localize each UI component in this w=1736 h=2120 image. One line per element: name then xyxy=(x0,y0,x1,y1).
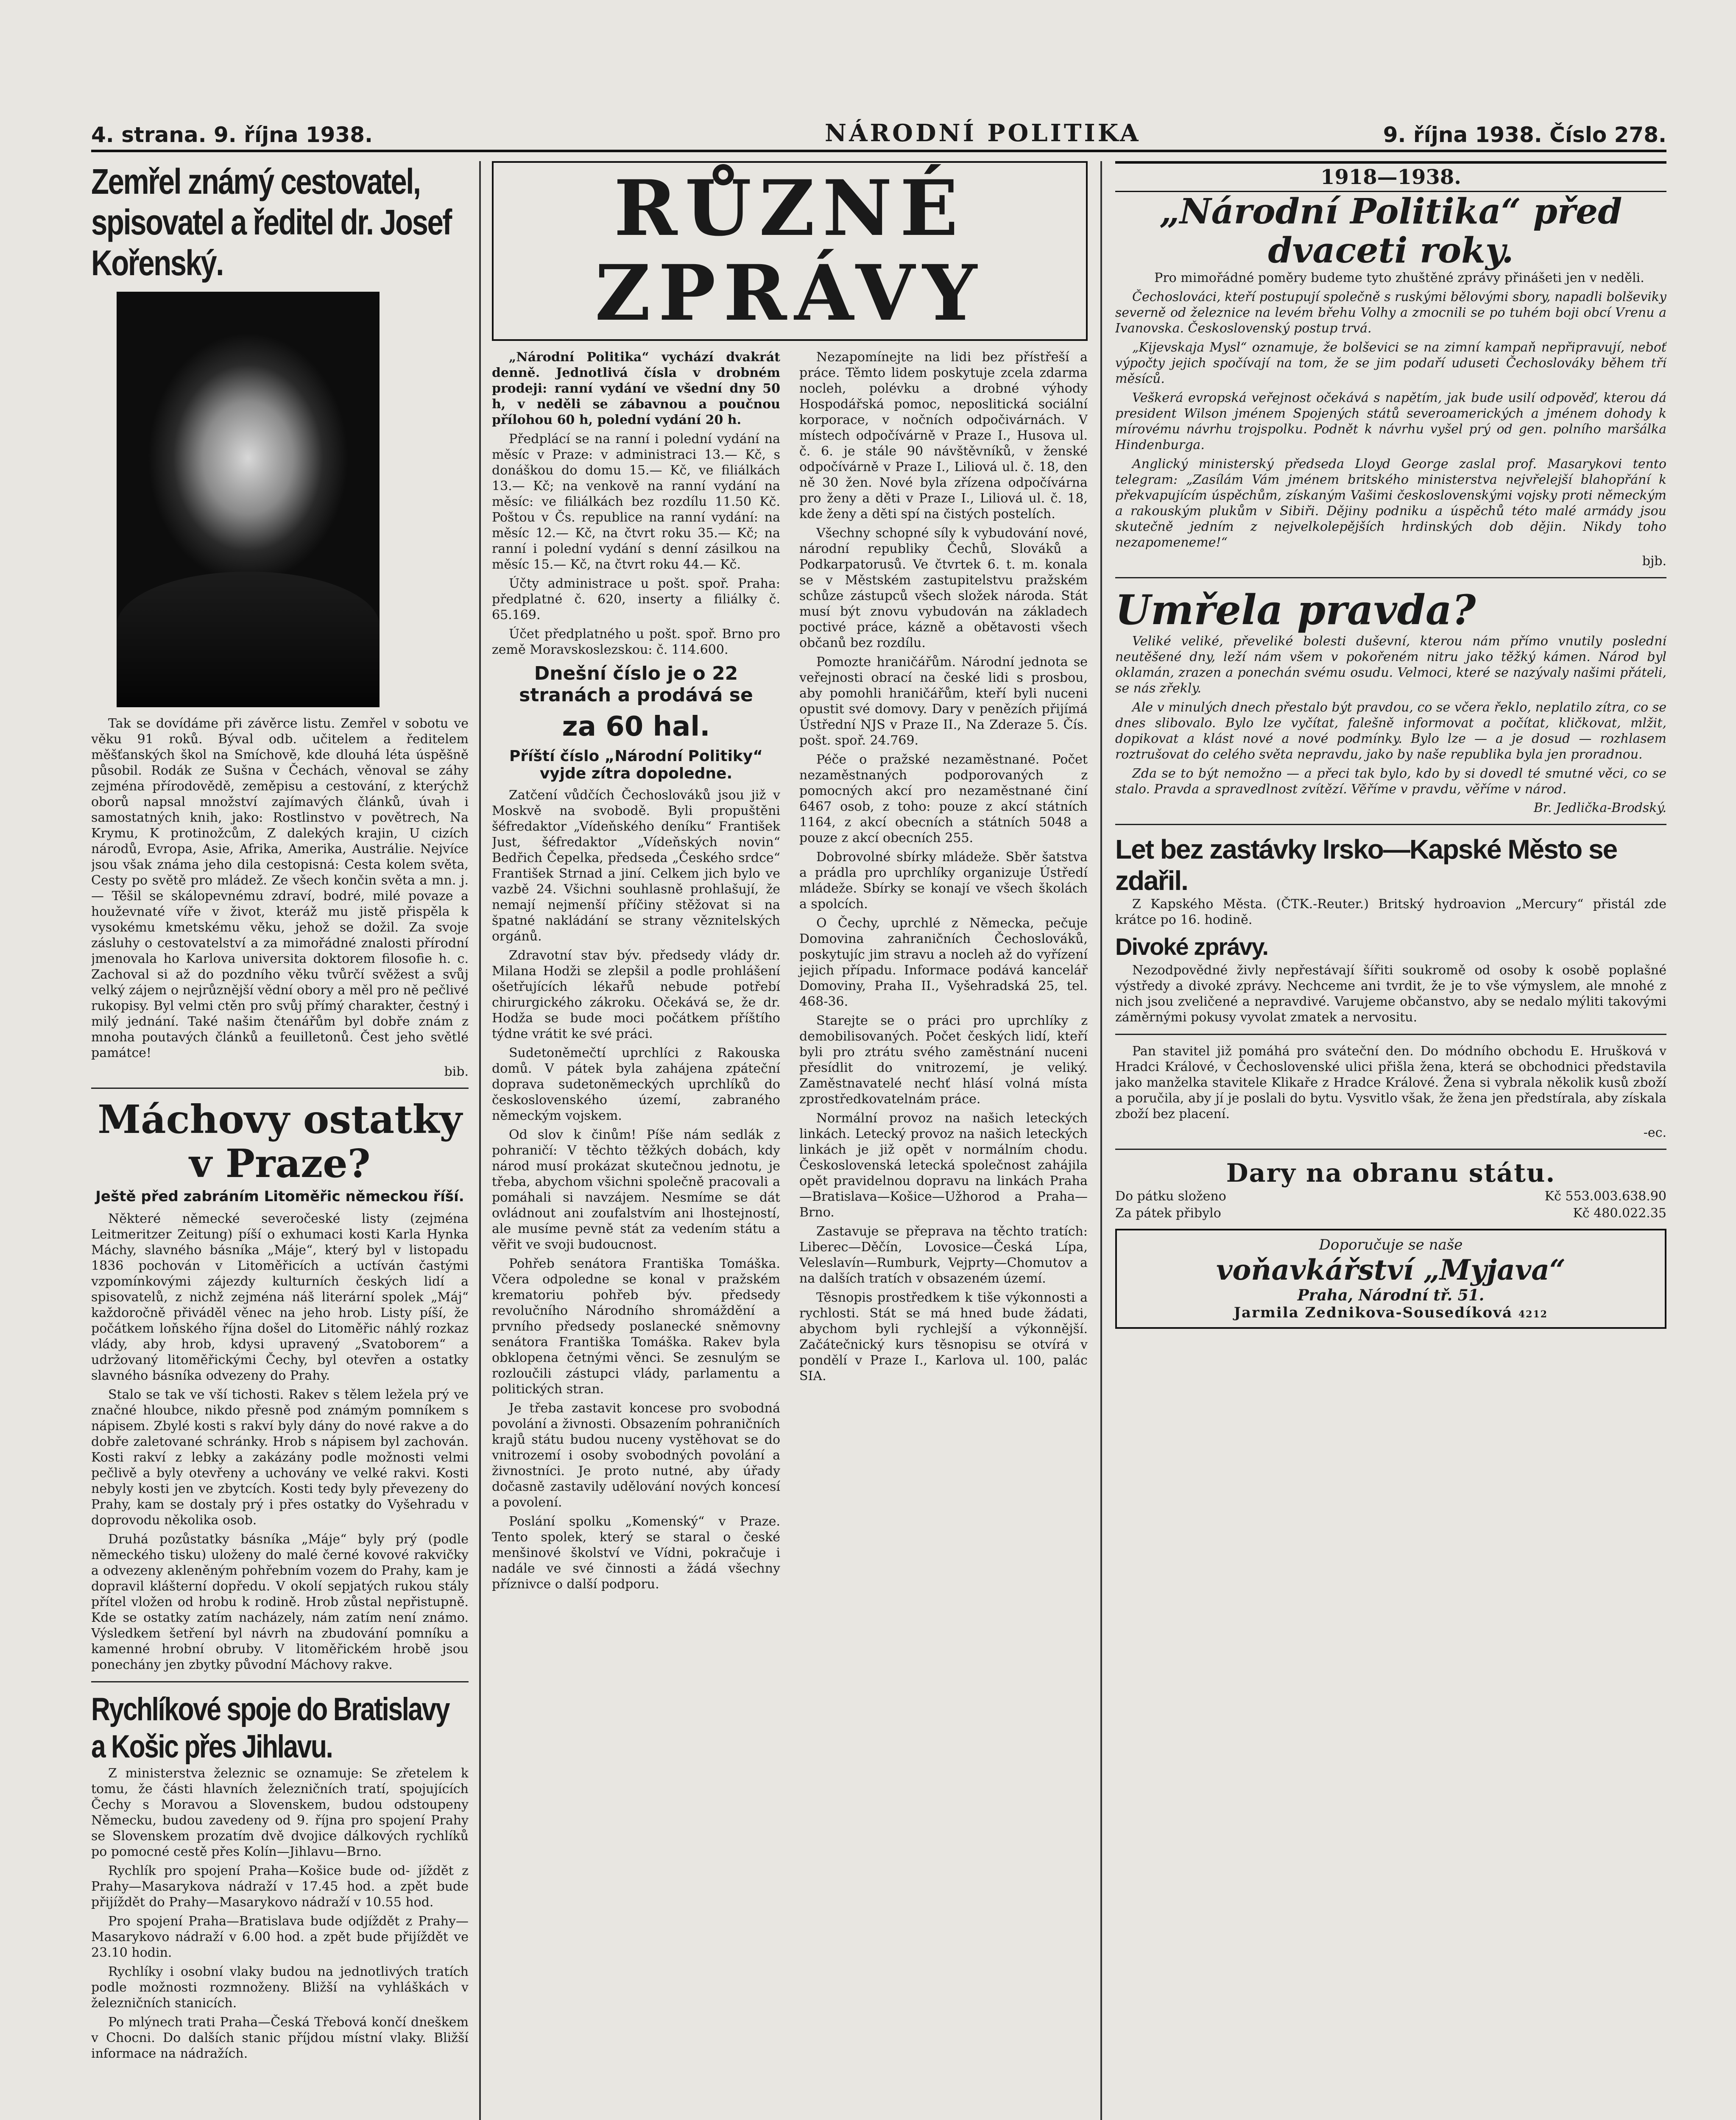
news-item: Pomozte hraničářům. Národní jednota se veřejnosti obrací na české lidi s prosbou, aby pomohli hraničářům, kteří byli nuceni opustit své domovy. Dary v penězích přijímá Ústřední NJS v Praze II., Na Zderaze 5. Čís. pošt. spoř. 24.769. xyxy=(799,655,1088,748)
news-item: Účty administrace u pošt. spoř. Praha: předplatné č. 620, inserty a filiálky č. 65.169. xyxy=(492,576,780,622)
news-item: Pohřeb senátora Františka Tomáška. Včera odpoledne se konal v pražském krematoriu pohřeb býv. předsedy revolučního Národního shromáždění a prvního předsedy poslanecké sněmovny senátora Františka Tomáška. Rakev byla obklopena četnými věnci. Se zesnulým se rozloučili zástupci vlády, parlamentu a politických stran. xyxy=(492,1256,780,1397)
intro-note: Pro mimořádné poměry budeme tyto zhuštěné zprávy přinášeti jen v neděli. xyxy=(1154,271,1644,285)
news-item: Normální provoz na našich leteckých linkách. Letecký provoz na našich leteckých linkách je již opět v normálním chodu. Československá letecká společnost zahájila opět pravidelnou dopravu na linkách Praha—Bratislava—Košice—Užhorod a Praha—Brno. xyxy=(799,1111,1088,1220)
column-middle xyxy=(492,161,1088,2120)
article-title: „Národní Politika“ před dvaceti roky. xyxy=(1159,191,1622,271)
divider xyxy=(91,1681,469,1682)
article-body: Nezodpovědné živly nepřestávají šířiti soukromě od osoby k osobě poplašné výstředy a divoké zprávy. Nechceme ani tvrdit, že je to vše výmyslem, ale mnohé z nich jsou zveličené a nepravdivé. Varujeme občanstvo, aby se nedalo mýliti takovými záměrnými pokusy vyvolat zmatek a nervositu. xyxy=(1115,963,1666,1025)
history-item: Čechoslováci, kteří postupují společně s ruskými bělovými sbory, napadli bolševiky severně od železnice na levém břehu Volhy a zmocnili se po tuhém boji obcí Vrenu a Ivanovska. Československý postup trvá. xyxy=(1115,290,1666,336)
news-item: Zdravotní stav býv. předsedy vlády dr. Milana Hodži se zlepšil a podle prohlášení ošetřujících lékařů nebude potřebí chirurgického zákroku. Očekává se, že dr. Hodža se bude moci počátkem příštího týdne vrátit ke své práci. xyxy=(492,948,780,1041)
article-body: Pan stavitel již pomáhá pro sváteční den. Do módního obchodu E. Hrušková v Hradci Králové, v Čechoslovenské ulici přišla žena, která se obchodnici představila jako manželka stavitele Klikaře z Hradce Králové. Žena si vybrala několik kusů zboží a poručila, aby jí je poslali do bytu. Vysvitlo však, že žena jen předstírala, aby získala zboží bez placení. xyxy=(1115,1044,1666,1121)
news-item: Od slov k činům! Píše nám sedlák z pohraničí: V těchto těžkých dobách, kdy národ musí prokázat skutečnou jednotu, je třeba, abychom všichni společně pracovali a pomáhali si navzájem. Nesmíme se dát ovládnout ani zoufalstvím ani lhostejností, ale musíme pevně stát za vedením státu a věřit ve svoji budoucnost. xyxy=(492,1127,780,1252)
news-item: Je třeba zastavit koncese pro svobodná povolání a živnosti. Obsazením pohraničních krajů státu budou nuceny vystěhovat se do vnitrozemí i osoby svobodných povolání a živnostníci. Je proto nutné, aby úřady dočasně zastavily udělování nových koncesí a povolení. xyxy=(492,1401,780,1510)
news-item: Všechny schopné síly k vybudování nové, národní republiky Čechů, Slováků a Podkarpatorusů. Ve čtvrtek 6. t. m. konala se v Městském zastupitelstvu pražském schůze zástupců všech složek národa. Stát musí být znovu vybudován na základech poctivé práce, kázně a obětavosti všech občanů bez rozdílu. xyxy=(799,526,1088,650)
news-item: Dobrovolné sbírky mládeže. Sběr šatstva a prádla pro uprchlíky organizuje Ústředí mládeže. Sbírky se konají ve všech školách a spolcích. xyxy=(799,850,1088,912)
article-title: Umřela pravda? xyxy=(1115,586,1476,634)
article-body: Druhá pozůstatky básníka „Máje“ byly prý (podle německého tisku) uloženy do malé černé kovové rakvičky a odvezeny akleněným pohřebním vozem do Prahy, kam je dopravil klášterní dopředu. V okolí sepjatých rukou stály přítel vložen od hrobu k rodině. Hrob zůstal nepřistupně. Kde se ostatky zatím nacházely, nám zatím není známo. Výsledkem šetření byl návrh na zbudování pomníku a kamenné hrobní obruby. V litoměřickém hrobě jsou ponechány jen zbytky původní Máchovy rakve. xyxy=(91,1532,469,1672)
masthead: NÁRODNÍ POLITIKA xyxy=(825,119,1141,147)
issue-number: 9. října 1938. Číslo 278. xyxy=(1383,123,1666,147)
ad-address: Praha, Národní tř. 51. xyxy=(1297,1286,1485,1304)
news-item: Sudetoněmečtí uprchlíci z Rakouska domů. V pátek byla zahájena zpáteční doprava sudetoněmeckých uprchlíků do československého území, zabraného německým vojskem. xyxy=(492,1046,780,1123)
divider xyxy=(1115,1034,1666,1035)
next-issue: Příští číslo „Národní Politiky“ vyjde zítra dopoledne. xyxy=(509,748,763,782)
divider xyxy=(1115,577,1666,578)
donations-value: Kč 480.022.35 xyxy=(1573,1206,1666,1221)
donations-title: Dary na obranu státu. xyxy=(1226,1158,1556,1188)
article-title: Divoké zprávy. xyxy=(1115,933,1268,960)
article-body: Pro spojení Praha—Bratislava bude odjíždět z Prahy—Masarykovo nádraží v 6.00 hod. a zpět bude přijíždět ve 23.10 hodin. xyxy=(91,1914,469,1960)
divider xyxy=(1115,1149,1666,1150)
article-body: Rychlíky i osobní vlaky budou na jednotlivých tratích podle možnosti rozmnoženy. Bližší na vyhláškách v železničních stanicích. xyxy=(91,1964,469,2011)
donations-label: Do pátku složeno xyxy=(1115,1189,1226,1204)
section-banner xyxy=(492,161,1088,341)
article-body: Tak se dovídáme při závěrce listu. Zemřel v sobotu ve věku 91 roků. Býval odb. učitelem a ředitelem měšťanských škol na Smíchově, kde dlouhá léta úspěšně působil. Rodák ze Sušna v Čechách, věnoval se záhy zejména přírodovědě, zeměpisu a cestování, z kterýchž oborů napsal množství zajímavých článků, úvah i samostatných knih, jako: Rostlinstvo v povětrech, Na Krymu, K protinožcům, Z dalekých krajin, U cizích národů, Evropa, Asie, Afrika, Amerika, Austrálie. Nejvíce jsou však známa jeho dila cestopisná: Cesta kolem světa, Cesty po světě pro mládež. Ze všech končin světa a mn. j. — Těšil se skálopevnému zdraví, bodré, milé povaze a houževnaté víře v život, kteráž mu jistě přispěla k vysokému kmetskému věku, jehož se dožil. Za svoje zásluhy o cestovatelství a za mimořádné znalosti přírodní jmenovala ho Karlova universita doktorem filosofie h. c. Zachoval si až do pozdního věku tvůrčí svěžest a svůj velký zájem o nejrůznější vědní obory a měl pro ně pečlivé rukopisy. Byl velmi ctěn pro svůj přímý charakter, čestný i milý jednání. Také našim čtenářům byl dobře znám z mnoha poutavých článků a feuilletonů. Čest jeho světlé památce! xyxy=(91,716,469,1060)
section-title: RŮZNÉ ZPRÁVY xyxy=(594,164,985,338)
page-number-date: 4. strana. 9. října 1938. xyxy=(91,123,373,147)
news-item: Nezapomínejte na lidi bez přístřeší a práce. Těmto lidem poskytuje zcela zdarma nocleh, polévku a drobné výhody Hospodářská pomoc, neposlitická sociální korporace, v nočních odpočivárnách. V místech odpočívárně v Praze I., Husova ul. č. 6. je stále 90 návštěvníků, v ženské odpočívárně v Praze I., Liliová ul. č. 18, den ně 30 žen. Nové byla zřízena odpočívárna pro ženy a děti v Praze I., Liliová ul. č. 18, kde ženy a děti spí na čistých postelích. xyxy=(799,350,1088,522)
article-body: Veliké veliké, převeliké bolesti duševní, kterou nám přímo vnutily poslední neutěšené dny, leží nám všem v pokořeném nitru jako těžký kámen. Národ byl oklamán, zrazen a ponechán svému osudu. Velmoci, které se nazývaly našimi přáteli, se nás zřekly. xyxy=(1115,634,1666,696)
article-body: Rychlík pro spojení Praha—Košice bude od- jíždět z Prahy—Masarykova nádraží v 17.45 hod. a zpět bude přijíždět do Prahy—Masarykovo nádraží v 10.55 hod. xyxy=(91,1863,469,1910)
donations-value: Kč 553.003.638.90 xyxy=(1544,1189,1666,1204)
news-item: Poslání spolku „Komenský“ v Praze. Tento spolek, který se staral o české menšinové školství ve Vídni, pokračuje i nadále ve své činnosti a žádá všechny příznivce o další podporu. xyxy=(492,1514,780,1592)
subcolumn-left xyxy=(492,349,780,1596)
divider xyxy=(1115,824,1666,825)
donations-row xyxy=(1115,1188,1666,1205)
signature: bib. xyxy=(444,1064,469,1079)
ad-line: Doporučuje se naše xyxy=(1319,1236,1463,1253)
article-title: Máchovy ostatky v Praze? xyxy=(98,1096,462,1186)
article-macha xyxy=(91,1097,469,1673)
column-right xyxy=(1115,161,1666,2120)
anniversary-years: 1918—1938. xyxy=(1115,161,1666,192)
article-title: Zemřel známý cestovatel, spisovatel a ředitel dr. Josef Kořenský. xyxy=(91,162,451,283)
subcolumn-right xyxy=(799,349,1088,1596)
ad-code: 4212 xyxy=(1518,1309,1548,1320)
ad-shop-name: voňavkářství „Myjava“ xyxy=(1216,1253,1566,1286)
article-korensky xyxy=(91,161,469,1079)
news-item: O Čechy, uprchlé z Německa, pečuje Domovina zahraničních Čechoslováků, poskytujíc jim stravu a nocleh až do vyřízení jejich případu. Informace podává kancelář Domoviny, Praha II., Vyšehradská 25, tel. 468-36. xyxy=(799,916,1088,1009)
news-item: Péče o pražské nezaměstnané. Počet nezaměstnaných podporovaných z pomocných akcí pro nezaměstnané činí 6467 osob, z toho: pouze z akcí státních 1164, z akcí obecních a státních 5048 a pouze z akcí obecních 255. xyxy=(799,752,1088,845)
column-left xyxy=(91,161,469,2120)
donations-label: Za pátek přibylo xyxy=(1115,1206,1221,1221)
signature: Br. Jedlička-Brodský. xyxy=(1533,801,1666,815)
issue-pages: Dnešní číslo je o 22 stranách a prodává se xyxy=(519,663,753,706)
news-item: Předplácí se na ranní i polední vydání na měsíc v Praze: v administraci 13.— Kč, s donáškou do domu 15.— Kč, ve filiálkách 13.— Kč; na venkově na ranní vydání na měsíc: ve filiálkách bez rozdílu 11.50 Kč. Poštou v Čs. republice na ranní vydání: na měsíc 12.— Kč, na čtvrt roku 35.— Kč; na ranní i polední vydání s denní zásilkou na měsíc 15.— Kč, na čtvrt roku 44.— Kč. xyxy=(492,432,780,572)
ad-owner: Jarmila Zednikova-Sousedíková 4212 xyxy=(1234,1304,1548,1321)
history-item: Veškerá evropská veřejnost očekává s napětím, jak bude usilí odpověď, kterou dá president Wilson jménem Spojených států severoamerických a jménem dohody k mírovému návrhu trojspolku. Podnět k návrhu vyšel prý od gen. polního maršálka Hindenburga. xyxy=(1115,391,1666,452)
article-body: Z ministerstva železnic se oznamuje: Se zřetelem k tomu, že části hlavních železničních tratí, spojujících Čechy s Moravou a Slovenskem, budou odstoupeny Německu, budou zavedeny od 9. října pro spojení Prahy se Slovenskem prozatím dvě dvojice dálkových rychlíků po pomocné cestě přes Kolín—Jihlavu—Brno. xyxy=(91,1766,469,1859)
article-body: Z Kapského Města. (ČTK.-Reuter.) Britský hydroavion „Mercury“ přistál zde krátce po 16. hodině. xyxy=(1115,897,1666,927)
news-item: Těsnopis prostředkem k tiše výkonnosti a rychlosti. Stát se má hned bude žádati, abychom byli rychlejší a výkonnější. Začátečnický kurs těsnopisu se otvírá v pondělí v Praze I., Karlova ul. 100, palác SIA. xyxy=(799,1290,1088,1384)
column-divider xyxy=(1100,161,1102,2120)
article-rychliky xyxy=(91,1691,469,2061)
page-header xyxy=(91,121,1666,152)
column-divider xyxy=(479,161,481,2120)
article-body: Po mlýnech trati Praha—Česká Třebová končí dneškem v Chocni. Do dalších stanic příjdou místní vlaky. Bližší informace na nádražích. xyxy=(91,2015,469,2061)
article-body: Některé německé severočeské listy (zejména Leitmeritzer Zeitung) píší o exhumaci kosti Karla Hynka Máchy, slavného básníka „Máje“, který byl v listopadu 1836 pochován v Litoměřicích a uctíván častými vzpomínkovými zájezdy kulturních českých lidí a spisovatelů, z nichž zejména náš literární spolek „Máj“ každoročně přiváděl věnec na jeho hrob. Listy píší, že počátkem loňského října došel do Litoměřic náhlý rozkaz vlády, aby hrob, kdysi upravený „Svatoborem“ a udržovaný litoměřickými Čechy, byl otevřen a ostatky slavného básníka odvezeny do Prahy. xyxy=(91,1211,469,1383)
issue-price: za 60 hal. xyxy=(562,711,710,742)
article-body: Zda se to být nemožno — a přeci tak bylo, kdo by si dovedl té smutné věci, co se stalo. Pravda a spravedlnost zvítězí. Věříme v pravdu, věříme v národ. xyxy=(1115,766,1666,797)
donations-row xyxy=(1115,1205,1666,1222)
news-item: Účet předplatného u pošt. spoř. Brno pro země Moravskoslezskou: č. 114.600. xyxy=(492,627,780,657)
article-body: Stalo se tak ve vší tichosti. Rakev s tělem ležela prý ve značné hloubce, nikdo přesně pod známým pomníkem s nápisem. Zbylé kosti s rakví byly dány do nové rakve a do dobře zaletované schránky. Hrob s nápisem byl zachován. Kosti rakví z lebky a zakázány podle možnosti velmi pečlivě a byly otevřeny a uchovány ve velké rakvi. Kosti nebyly kosti jen ve zbytcích. Kosti tedy byly převezeny do Prahy, kam se dostaly prý i přes ostatky do Vyšehradu v doprovodu několika osob. xyxy=(91,1387,469,1528)
portrait-photo xyxy=(117,292,380,707)
divider xyxy=(91,1088,469,1089)
signature: -ec. xyxy=(1643,1125,1666,1140)
article-title: Let bez zastávky Irsko—Kapské Město se zdařil. xyxy=(1115,834,1617,896)
signature: bjb. xyxy=(1642,554,1666,569)
history-item: „Kijevskaja Mysl“ oznamuje, že bolševici se na zimní kampaň nepřipravují, neboť výpočty jejich spočívají na tom, že se jim podaří uduseti Čechoslováky během tří měsíců. xyxy=(1115,340,1666,386)
donations-table xyxy=(1115,1188,1666,1222)
news-item: Zatčení vůdčích Čechoslováků jsou již v Moskvě na svobodě. Byli propuštěni šéfredaktor „Vídeňského deníku“ František Just, šéfredaktor „Vídeňských novin“ Bedřich Čepelka, předseda „Českého srdce“ František Strnad a jiní. Celkem jich bylo ve vazbě 24. Všichni souhlasně prohlašují, že nemají nejmenší příčiny stěžovat si na špatné nakládání se strany věznitelských orgánů. xyxy=(492,788,780,944)
advertisement xyxy=(1115,1229,1666,1329)
news-item: Zastavuje se přeprava na těchto tratích: Liberec—Děčín, Lovosice—Česká Lípa, Veleslavín—Rumburk, Vejprty—Chomutov a na dalších tratích v obsazeném území. xyxy=(799,1224,1088,1286)
article-title: Rychlíkové spoje do Bratislavy a Košic přes Jihlavu. xyxy=(91,1691,449,1765)
article-subtitle: Ještě před zabráním Litoměřic německou říší. xyxy=(95,1188,464,1205)
news-item: „Národní Politika“ vychází dvakrát denně. Jednotlivá čísla v drobném prodeji: ranní vydání ve všední dny 50 h, v neděli se zábavnou a poučnou přílohou 60 h, polední vydání 20 h. xyxy=(492,350,780,427)
article-body: Ale v minulých dnech přestalo být pravdou, co se včera řeklo, neplatilo zítra, co se dnes slibovalo. Bylo lze vyčítat, falešně informovat a počítat, kličkovat, mlžit, dopikovat a klást nové a nové podmínky. Bylo lze — a je dosud — rozhlasem roztrušovat do celého světa nepravdu, jako by naše republika byla jen proradnou. xyxy=(1115,700,1666,762)
news-item: Starejte se o práci pro uprchlíky z demobilisovaných. Počet českých lidí, kteří byli pro ztrátu svého zaměstnání nuceni přesídlit do vnitrozemí, je veliký. Zaměstnavatelé nechť hlásí volná místa zprostředkovatelnám práce. xyxy=(799,1013,1088,1107)
history-item: Anglický ministerský předseda Lloyd George zaslal prof. Masarykovi tento telegram: „Zasílám Vám jménem britského ministerstva nejvřelejší blahopřání k překvapujícím úspěchům, získaným Vašimi československými vojsky proti německým a rakouským plukům v Sibiři. Dějiny podniku a úspěchů této malé armády jsou skutečně jedním z nejvelkolepějších hrdinských dob dějin. Nikdy toho nezapomeneme!“ xyxy=(1115,457,1666,550)
